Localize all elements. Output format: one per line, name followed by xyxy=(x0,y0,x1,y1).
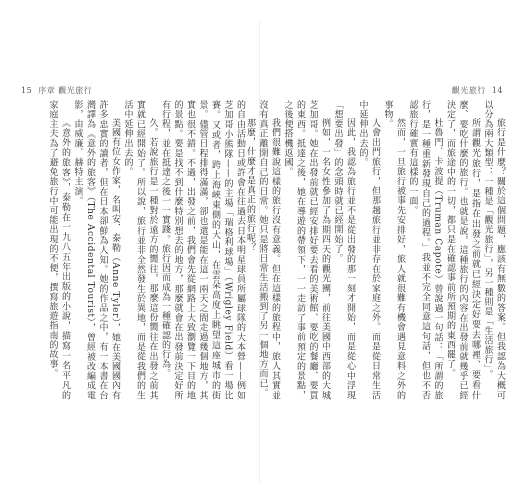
right-paragraph: 人會出門旅行，但那趟旅行並非存在於家庭之外。而是從日常生活中延伸出去的。 xyxy=(357,100,380,400)
left-running-header xyxy=(18,85,92,96)
left-paragraph: 久。若說旅行是一種對於遠方的嚮往，那麼這份嚮往在出發之前其實就已經開始了。所以說，旅行並非全然發生於異地，而是從我們的生活中延伸出去的。 xyxy=(122,100,158,400)
left-page-number: 15 xyxy=(21,86,33,95)
right-paragraph: 那麼，什麼才是真正的旅行呢？ xyxy=(245,118,255,253)
right-paragraph: 所謂觀光旅行，是指在出發之前就已經決定好要去哪裡、要看什麼、要吃什麼的旅行。也就是說，這種旅行的內容在出發前就幾乎已經決定了，而旅途中的一切，都只是在確認事前所預期的東西罷了。 xyxy=(445,100,480,400)
right-body-text xyxy=(245,100,506,400)
right-header-section: 觀光旅行 xyxy=(451,86,486,95)
left-body-text xyxy=(47,100,246,400)
right-paragraph: 例如，一名女性參加了為期四天的觀光團，前往美國中西部的大城芝加哥。她在出發前就已經安排好要去看的美術館、要吃的餐廳、要買的東西。抵達之後，她在導遊的帶領下，一一走訪了事前預定的景點，之後便搭機返國。 xyxy=(282,100,330,400)
right-page-number: 14 xyxy=(491,86,503,95)
right-paragraph: 然而，一旦旅行被事先安排好，旅人就很難有機會遇見意料之外的事物。 xyxy=(382,100,405,400)
right-paragraph: 因此，我認為旅行並不是從出發的那一刻才開始，而是從心中浮現「想要出發」的念頭時就已經開始了。 xyxy=(332,100,355,400)
left-paragraph: 《意外的旅客》，泰勒在一九八五年出版的小說，描寫一名平凡的家庭主夫為了避免旅行中可能出現的不便，撰寫旅遊指南的故事。 xyxy=(47,100,70,400)
left-header-title: 觀光旅行 xyxy=(58,86,93,95)
left-paragraph: 的自由活動日或許會在往過去日本明星球員所屬球隊的大本營——例如芝加哥小熊隊——的主場「瑞格利球場」（Wrigley Field）看一場比賽。又或者，跨上海峽東側的大山，在雲朵高度上眺望這座城市的街景。儘管日程排得滿滿，卻也還是能在這一兩天之間走過幾個地方，其實也很不錯。不過，出發之前，我們會先從網路上大致瀏覽一下目的地的景點。要是找不到什麼特別想去的地方，那麼就會在出發前決定好所有行程，並在抵達之後一一實踐。旅行因而成為一種確認的行為。 xyxy=(160,100,245,400)
right-page xyxy=(245,0,520,500)
left-header-section: 序章 xyxy=(38,86,56,95)
right-paragraph: 旅行是什麼？關於這個問題，應該有無數的答案。但我認為大概可以分為兩大類型：一種是「觀光旅行」，另一種則是「生活旅行」。 xyxy=(482,100,505,400)
right-running-header xyxy=(452,85,506,96)
right-paragraph: 我們很難說這樣的旅行沒有意義。但在這樣的旅程中，旅人其實並沒有真正離開自己的日常。她只是將日常生活搬到了另一個地方而已。 xyxy=(257,100,280,400)
right-paragraph: 杜魯門．卡波提（Truman Capote）曾說過一句話：「所謂的旅行，是一種重新發現自己的過程。」我並不完全同意這句話，但也不否認旅行確實有這樣的一面。 xyxy=(407,100,443,400)
left-paragraph: 美國有位女作家，名叫安．泰勒（Anne Tyler），她在美國國內有許多忠實的讀者，但在日本卻鮮為人知。她的作品之中，有一本書在台灣譯為《意外的旅客》（The Accidental Tourist），曾經被改編成電影，由威廉．赫特主演。 xyxy=(72,100,120,400)
